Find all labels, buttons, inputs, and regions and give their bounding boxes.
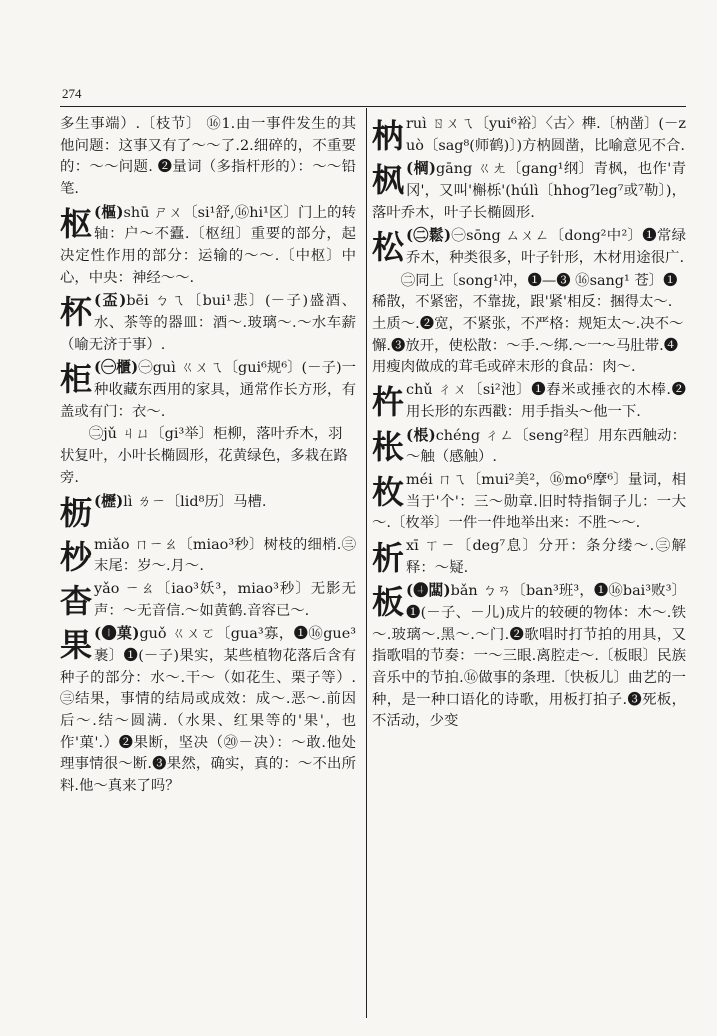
entry-definition: shū ㄕㄨ〔si¹舒,⑯hi¹区〕门上的转轴：户～不蠹.〔枢纽〕重要的部分，起决定性作用的部分：运输的～～.〔中枢〕中心，中央：神经～～. xyxy=(60,204,356,286)
page-number: 274 xyxy=(62,86,82,101)
entry-definition: chéng ㄔㄥ〔seng²程〕用东西触动：～触（感触）. xyxy=(406,427,686,466)
entry-headword: 枘 xyxy=(372,117,405,155)
dictionary-entry xyxy=(372,536,686,579)
entry-definition: gāng ㄍㄤ〔gang¹纲〕青枫，也作'青冈'，又叫'槲栎'(húlì〔hhog⁷leg⁷或⁷勒〕)，落叶乔木，叶子长椭圆形. xyxy=(372,161,686,221)
entry-traditional-form: (樞) xyxy=(94,202,124,221)
entry-definition: ㊀guì ㄍㄨㄟ〔gui⁶规⁶〕(－子)一种收藏东西用的家具，通常作长方形，有盖或有门：衣～. xyxy=(60,360,356,420)
entry-traditional-form: (棖) xyxy=(406,425,436,444)
entry-subsense: ㊁jǔ ㄐㄩ〔gi³举〕柜柳，落叶乔木，羽状复叶，小叶长椭圆形，花黄绿色，多栽在路旁. xyxy=(60,426,348,486)
dictionary-entry xyxy=(60,491,356,534)
dictionary-entry xyxy=(60,202,356,290)
entry-traditional-form: (㊁鬆) xyxy=(406,226,452,245)
entry-definition: xī ㄒㄧ〔deg⁷息〕分开：条分缕～.㊂解释：～疑. xyxy=(406,537,686,576)
entry-traditional-form: (❹闆) xyxy=(406,581,451,600)
entry-definition: yǎo ㄧㄠ〔iao³妖³，miao³秒〕无影无声：～无音信.～如黄鹤.音容已～. xyxy=(94,580,356,619)
entry-continuation: 多生事端）.〔枝节〕 ⑯1.由一事件发生的其他问题：这事又有了～～了.2.细碎的，不重要的：～～问题. ❷量词（多指杆形的）：～～铅笔. xyxy=(60,116,356,198)
entry-traditional-form: (櫪) xyxy=(94,491,124,510)
entry-headword: 板 xyxy=(372,583,405,622)
entry-definition: chǔ ㄔㄨ〔si²池〕❶舂米或捶衣的木棒.❷用长形的东西戳：用手指头～他一下. xyxy=(406,382,686,420)
entry-definition: ruì ㄖㄨㄟ〔yui⁶裕〕〈古〉榫.〔枘凿〕(－zuò〔sag⁸(师鹤)〕)方枘圆凿，比喻意见不合. xyxy=(406,116,686,154)
entry-headword: 枫 xyxy=(372,161,405,200)
entry-headword: 杳 xyxy=(60,581,93,620)
entry-headword: 果 xyxy=(60,626,93,665)
entry-headword: 枚 xyxy=(372,472,405,511)
entry-headword: 柜 xyxy=(60,360,93,399)
entry-headword: 枨 xyxy=(372,427,405,466)
entry-definition: miǎo ㄇㄧㄠ〔miao³秒〕树枝的细梢.㊂末尾：岁～.月～. xyxy=(94,536,356,575)
entry-definition: ㊀sōng ㄙㄨㄥ〔dong²中²〕❶常绿乔木，种类很多，叶子针形，木材用途很广. xyxy=(406,228,686,266)
entry-traditional-form: (盃) xyxy=(94,291,127,310)
header-rule xyxy=(60,106,686,107)
dictionary-entry xyxy=(372,114,686,157)
dictionary-entry xyxy=(60,357,356,423)
dictionary-entry xyxy=(372,580,686,733)
dictionary-entry xyxy=(372,425,686,469)
entry-headword: 杵 xyxy=(372,383,405,422)
entry-definition: lì ㄌㄧ〔lid⁸历〕马槽. xyxy=(123,493,267,510)
left-column xyxy=(60,114,356,799)
dictionary-entry xyxy=(60,535,356,578)
dictionary-entry xyxy=(372,158,686,224)
entry-definition: bēi ㄅㄟ〔bui¹悲〕(－子)盛酒、水、茶等的器皿：酒～.玻璃～.～水车薪（喻无济于事）. xyxy=(60,293,356,353)
dictionary-entry xyxy=(60,623,356,797)
entry-headword: 枥 xyxy=(60,493,93,532)
entry-headword: 杯 xyxy=(60,293,93,332)
entry-headword: 杪 xyxy=(60,537,93,576)
entry-subsense: ㊁同上〔song¹冲，❶—❸ ⑯sang¹ 苍〕❶稀散，不紧密，不靠拢，跟'紧'相反：捆得太～.土质～.❷宽，不紧张，不严格：规矩太～.决不～懈.❸放开，使松散：～手.～绑.～一～马肚带.❹用瘦肉做成的茸毛或碎末形的食品：肉～. xyxy=(372,272,684,376)
entry-definition: guǒ ㄍㄨㄛ〔gua³寡，❶⑯gue³裹〕❶(－子)果实，某些植物花落后含有种子的部分：水～.干～（如花生、栗子等）.㊂结果，事情的结局或成效：成～.恶～.前因后～.结～圆满.（水果、红果等的'果'，也作'菓'.）❷果断，坚决（⑳－决）：～敢.他处理事情很～断.❸果然，确实，真的：～不出所料.他～真来了吗？ xyxy=(60,626,356,795)
right-column xyxy=(372,114,686,734)
entry-traditional-form: (❶菓) xyxy=(94,624,140,643)
entry-definition: méi ㄇㄟ〔mui²美²，⑯mo⁶摩⁶〕量词，相当于'个'：三～勋章.旧时特指铜子儿：一大～.〔枚举〕一件一件地举出来：不胜～～. xyxy=(372,471,686,532)
dictionary-entry xyxy=(372,225,686,269)
dictionary-entry xyxy=(372,470,686,535)
dictionary-entry xyxy=(60,579,356,622)
dictionary-entry xyxy=(60,290,356,356)
entry-headword: 析 xyxy=(372,538,405,577)
entry-definition: bǎn ㄅㄢ〔ban³班³，❶⑯bai³败³〕❶(－子、－儿)成片的较硬的物体：木～.铁～.玻璃～.黑～.～门.❷歌唱时打节拍的用具，又指歌唱的节奏：一～三眼.离腔走～.〔板眼〕民族音乐中的节拍.⑯做事的条理.〔快板儿〕曲艺的一种，是一种口语化的诗歌，用板打拍子.❸死板，不活动，少变 xyxy=(372,583,686,730)
entry-headword: 枢 xyxy=(60,204,93,243)
entry-headword: 松 xyxy=(372,228,405,267)
column-divider xyxy=(366,108,367,1018)
entry-traditional-form: (㊀櫃) xyxy=(94,358,139,377)
dictionary-entry xyxy=(372,380,686,423)
entry-traditional-form: (棡) xyxy=(406,159,436,178)
